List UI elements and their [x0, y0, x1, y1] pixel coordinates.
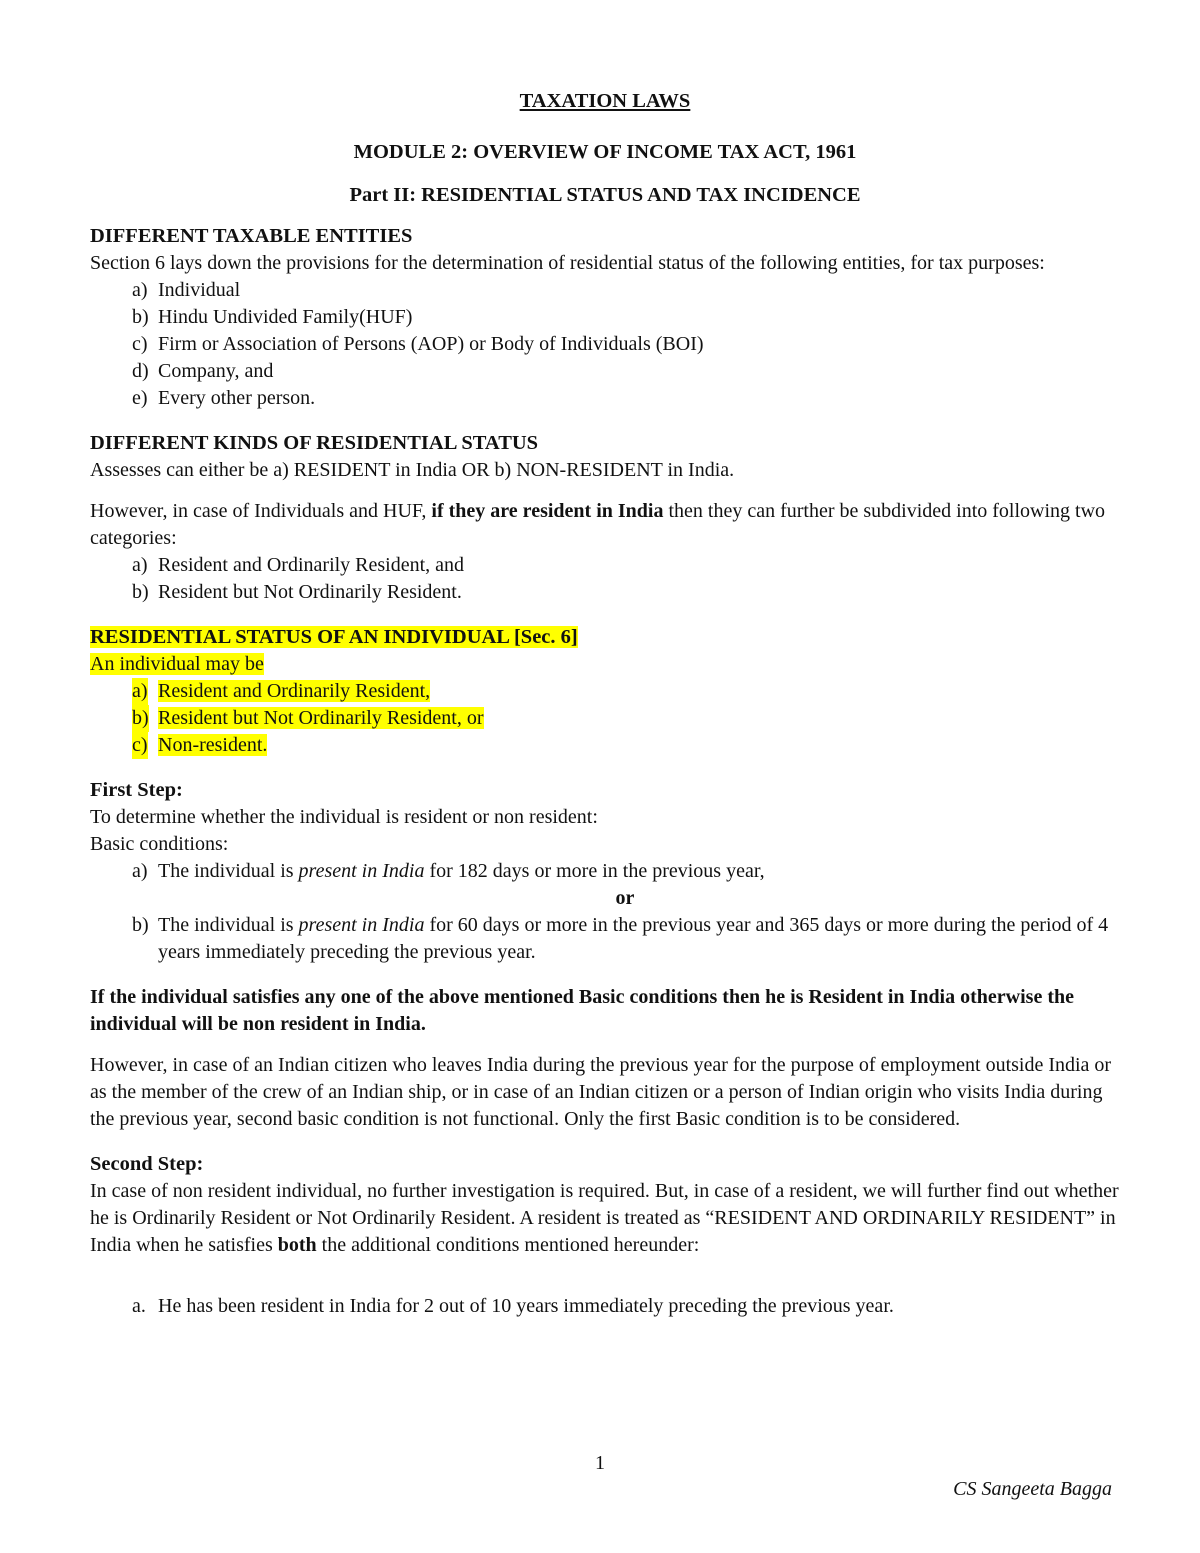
list-marker: a) [132, 279, 148, 301]
document-page [90, 84, 1120, 1320]
list-item-text: Company, and [158, 360, 274, 382]
list-marker: e) [132, 387, 148, 409]
list-item-text: Every other person. [158, 387, 316, 409]
individual-line [90, 651, 1120, 678]
entities-heading: DIFFERENT TAXABLE ENTITIES [90, 225, 413, 247]
document-title: TAXATION LAWS [519, 90, 691, 112]
list-item [132, 1293, 1120, 1320]
module-title: MODULE 2: OVERVIEW OF INCOME TAX ACT, 1961 [353, 141, 857, 163]
text-run: In case of non resident individual, no further investigation is required. But, in case of a resident, we will further find out whether he is Ordinarily Resident or Not Ordinarily Resident. A resident is treated as “RESIDENT AND ORDINARILY RESIDENT” in India when he satisfies [90, 1180, 1119, 1256]
text-run: However, in case of Individuals and HUF, [90, 500, 432, 522]
list-marker: b) [132, 581, 149, 603]
list-item [132, 912, 1120, 966]
list-item [132, 331, 1120, 358]
first-step-conclusion: If the individual satisfies any one of the above mentioned Basic conditions then he is Resident in India otherwise the individual will be non resident in India. [90, 986, 1074, 1035]
individual-list [90, 678, 1120, 759]
text-run: for 182 days or more in the previous year, [424, 860, 765, 882]
list-marker: a. [132, 1295, 146, 1317]
list-marker: d) [132, 360, 149, 382]
list-marker: a) [132, 678, 148, 705]
first-step-line2: Basic conditions: [90, 833, 229, 855]
list-item [132, 304, 1120, 331]
kinds-heading: DIFFERENT KINDS OF RESIDENTIAL STATUS [90, 432, 539, 454]
kinds-paragraph [90, 498, 1120, 552]
list-item [132, 732, 1120, 759]
text-run: for 60 days or more in the previous year and 365 days or more during the period of 4 years immediately preceding the previous year. [158, 914, 1109, 963]
first-step-line1: To determine whether the individual is resident or non resident: [90, 806, 598, 828]
individual-heading [90, 624, 1120, 651]
list-item [132, 678, 1120, 705]
second-step-heading: Second Step: [90, 1153, 204, 1175]
list-item-text: Resident but Not Ordinarily Resident, or [158, 707, 484, 729]
entities-intro: Section 6 lays down the provisions for the determination of residential status of the following entities, for tax purposes: [90, 252, 1045, 274]
italic-run: present in India [298, 914, 425, 936]
basic-conditions-list [90, 858, 1120, 885]
list-item-text: Firm or Association of Persons (AOP) or Body of Individuals (BOI) [158, 333, 704, 355]
list-marker: a) [132, 860, 148, 882]
kinds-line1: Assesses can either be a) RESIDENT in India OR b) NON-RESIDENT in India. [90, 459, 735, 481]
list-item [132, 552, 1120, 579]
list-marker: c) [132, 333, 148, 355]
list-item-text: Non-resident. [158, 734, 268, 756]
page-number: 1 [595, 1452, 605, 1474]
list-marker: b) [132, 705, 149, 732]
list-item [132, 277, 1120, 304]
list-item-text: Hindu Undivided Family(HUF) [158, 306, 413, 328]
kinds-list [90, 552, 1120, 606]
list-item [132, 705, 1120, 732]
first-step-heading: First Step: [90, 779, 183, 801]
list-marker: b) [132, 914, 149, 936]
author-name: CS Sangeeta Bagga [953, 1478, 1112, 1500]
additional-conditions-list [90, 1293, 1120, 1320]
bold-run: both [277, 1234, 317, 1256]
list-item-text: Resident and Ordinarily Resident, and [158, 554, 465, 576]
list-item-text: He has been resident in India for 2 out of 10 years immediately preceding the previous year. [158, 1295, 894, 1317]
highlighted-text: An individual may be [90, 653, 264, 675]
highlighted-heading: RESIDENTIAL STATUS OF AN INDIVIDUAL [Sec. 6] [90, 626, 578, 648]
list-item [132, 385, 1120, 412]
text-run: The individual is [158, 860, 299, 882]
list-item-text: Individual [158, 279, 241, 301]
list-item-text: Resident but Not Ordinarily Resident. [158, 581, 462, 603]
list-item [132, 358, 1120, 385]
list-item [132, 579, 1120, 606]
basic-conditions-list-b [90, 912, 1120, 966]
text-run: the additional conditions mentioned hereunder: [316, 1234, 700, 1256]
italic-run: present in India [298, 860, 425, 882]
list-item-text: Resident and Ordinarily Resident, [158, 680, 431, 702]
or-separator: or [615, 887, 635, 909]
text-run: The individual is [158, 914, 299, 936]
list-item [132, 858, 1120, 885]
entities-list [90, 277, 1120, 412]
second-step-paragraph [90, 1178, 1120, 1259]
text-run: then they can further be subdivided into following two categories: [90, 500, 1106, 549]
list-marker: c) [132, 732, 148, 759]
bold-run: if they are resident in India [431, 500, 664, 522]
list-marker: a) [132, 554, 148, 576]
first-step-exception: However, in case of an Indian citizen who leaves India during the previous year for the purpose of employment outside India or as the member of the crew of an Indian ship, or in case of an Indian citizen or a person of Indian origin who visits India during the previous year, second basic condition is not functional. Only the first Basic condition is to be considered. [90, 1054, 1112, 1130]
list-marker: b) [132, 306, 149, 328]
part-title: Part II: RESIDENTIAL STATUS AND TAX INCIDENCE [349, 184, 861, 206]
